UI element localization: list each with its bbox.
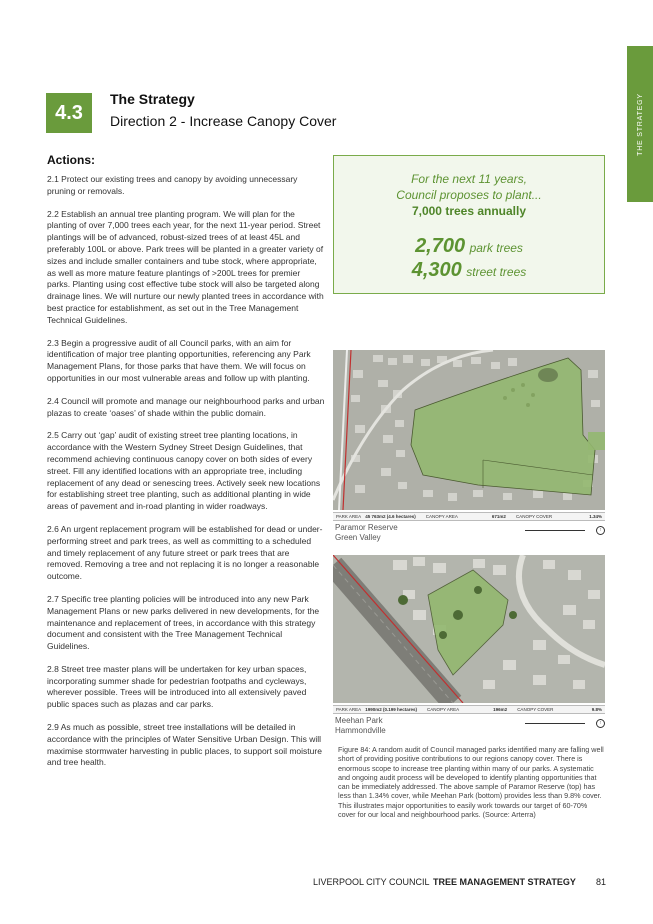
- north-arrow-icon: ↑: [596, 719, 605, 728]
- map2-park-area-label: PARK AREA: [336, 707, 362, 712]
- section-title: The Strategy: [110, 91, 195, 107]
- page-number: 81: [596, 877, 607, 887]
- map1-scale-bar: [525, 527, 585, 531]
- side-tab-label: THE STRATEGY: [636, 92, 644, 156]
- footer-org: LIVERPOOL CITY COUNCIL: [313, 877, 430, 887]
- action-item: 2.5 Carry out ‘gap’ audit of existing street tree planting locations, in accordance with the Western Sydney Street Design Guidelines, that recommend achieving continuous canopy cover on both sides of every street. Fill any identified locations with an appropriate tree, including replacement of any dead or senescing trees. Actively seek new locations for establishing street tree planting, such as additional planting in wide areas of pavement and in-road planting in wider roadways.: [47, 430, 321, 512]
- map1-park-name: Paramor Reserve: [335, 523, 398, 532]
- aerial-image: [333, 350, 605, 510]
- map1-canopy-cover-label: CANOPY COVER: [515, 514, 553, 519]
- map2-canopy-cover-value: 9.8%: [591, 707, 602, 712]
- map2-canopy-area-label: CANOPY AREA: [426, 707, 460, 712]
- map2-canopy-cover-label: CANOPY COVER: [517, 707, 554, 712]
- map1-stats-strip: [333, 512, 605, 521]
- map2-park-name: Meehan Park: [335, 716, 383, 725]
- action-item: 2.9 As much as possible, street tree installations will be detailed in accordance with the principles of Water Sensitive Urban Design. This will maximise stormwater harvesting in public places, to support soil moisture and tree health.: [47, 722, 322, 768]
- section-subtitle: Direction 2 - Increase Canopy Cover: [110, 113, 337, 129]
- meehan-park-aerial-map: [333, 555, 605, 703]
- action-item: 2.7 Specific tree planting policies will be introduced into any new Park Management Plans or new parks delivered in new developments, for the maintenance and replacement of trees, in accordance with this strategy document and consistent with the Tree Management Technical Guidelines.: [47, 593, 320, 652]
- map1-canopy-area-value: 671m2: [491, 514, 506, 519]
- map1-park-area-value: 45 763m2 (4.6 hectares): [365, 514, 416, 519]
- map1-canopy-cover-value: 1.34%: [589, 514, 602, 519]
- map1-park-area-label: PARK AREA: [336, 514, 362, 519]
- footer-title: TREE MANAGEMENT STRATEGY: [433, 877, 576, 887]
- park-trees-number: 2,700: [415, 235, 466, 257]
- action-item: 2.2 Establish an annual tree planting program. We will plan for the planting of over 7,000 trees each year, for the next 11-year period. Street plantings will be of advanced, robust-sized trees of at least 45L and preferably 100L or above. Park trees will be planted in a greater variety of sizes and include smaller containers and tube stock, where appropriate, as well as more mature feature plantings of >200L trees for premier parks. Planting using cost effective tube stock will also be targeted along drainage lines. We will nurture our newly planted trees in accordance with best practice for establishment, as set out in the Tree Management Technical Guidelines.: [47, 208, 324, 325]
- map1-suburb: Green Valley: [335, 533, 381, 542]
- map2-suburb: Hammondville: [335, 726, 386, 735]
- aerial-image: [333, 555, 605, 703]
- map2-scale-bar: [525, 720, 585, 724]
- callout-line2: Council proposes to plant...: [396, 188, 542, 202]
- park-trees-label: park trees: [469, 241, 523, 255]
- paramor-reserve-aerial-map: [333, 350, 605, 510]
- action-item: 2.6 An urgent replacement program will be established for dead or under-performing street and park trees, as well as committing to a scheduled and timely replacement of any future street or park trees that are removed. Removing a tree and not replacing it is no longer a reasonable outcome.: [47, 523, 323, 582]
- map1-canopy-area-label: CANOPY AREA: [425, 514, 458, 519]
- action-item: 2.3 Begin a progressive audit of all Council parks, with an aim for identification of major tree planting opportunities, referencing any Park Management Plans, for those parks that have them. We will focus on opportunities in our most vulnerable areas and follow up with planting.: [47, 337, 311, 383]
- map2-stats-strip: [333, 705, 605, 714]
- callout-line1: For the next 11 years,: [411, 172, 527, 186]
- street-trees-label: street trees: [466, 265, 527, 279]
- action-item: 2.8 Street tree master plans will be undertaken for key urban spaces, incorporating summer shade for pedestrian footpaths and cycleways, wherever possible. Trees will be introduced into all extensively paved public spaces such as plazas and car parks.: [47, 663, 307, 710]
- north-arrow-icon: ↑: [596, 526, 605, 535]
- actions-list: [47, 174, 325, 780]
- section-number-badge: 4.3: [46, 93, 92, 133]
- street-trees-number: 4,300: [411, 259, 462, 281]
- map2-canopy-area-value: 196m2: [493, 707, 508, 712]
- action-item: 2.4 Council will promote and manage our neighbourhood parks and urban plazas to create ‘oases’ of shade within the public domain.: [47, 395, 325, 418]
- side-tab: [627, 46, 653, 202]
- action-item: 2.1 Protect our existing trees and canopy by avoiding unnecessary pruning or removals.: [47, 174, 298, 196]
- planting-callout: [333, 155, 605, 294]
- figure-caption: Figure 84: A random audit of Council managed parks identified many are falling well short of providing positive contributions to our regions canopy cover. There is enormous scope to increase tree planting within many of our parks. A systematic and ongoing audit process will be developed to identify planting opportunities that can be immediately addressed. The above sample of Paramor Reserve (top) has less than 1.34% cover, while Meehan Park (bottom) provides less than 9.8% cover. This illustrates major opportunities to easily work towards our target of 60-70% cover for our local and neighbourhood parks. (Source: Arterra): [338, 745, 604, 820]
- map2-park-area-value: 1990m2 (0.199 hectares): [365, 707, 417, 712]
- callout-line3: 7,000 trees annually: [411, 204, 527, 218]
- actions-heading: Actions:: [47, 153, 95, 167]
